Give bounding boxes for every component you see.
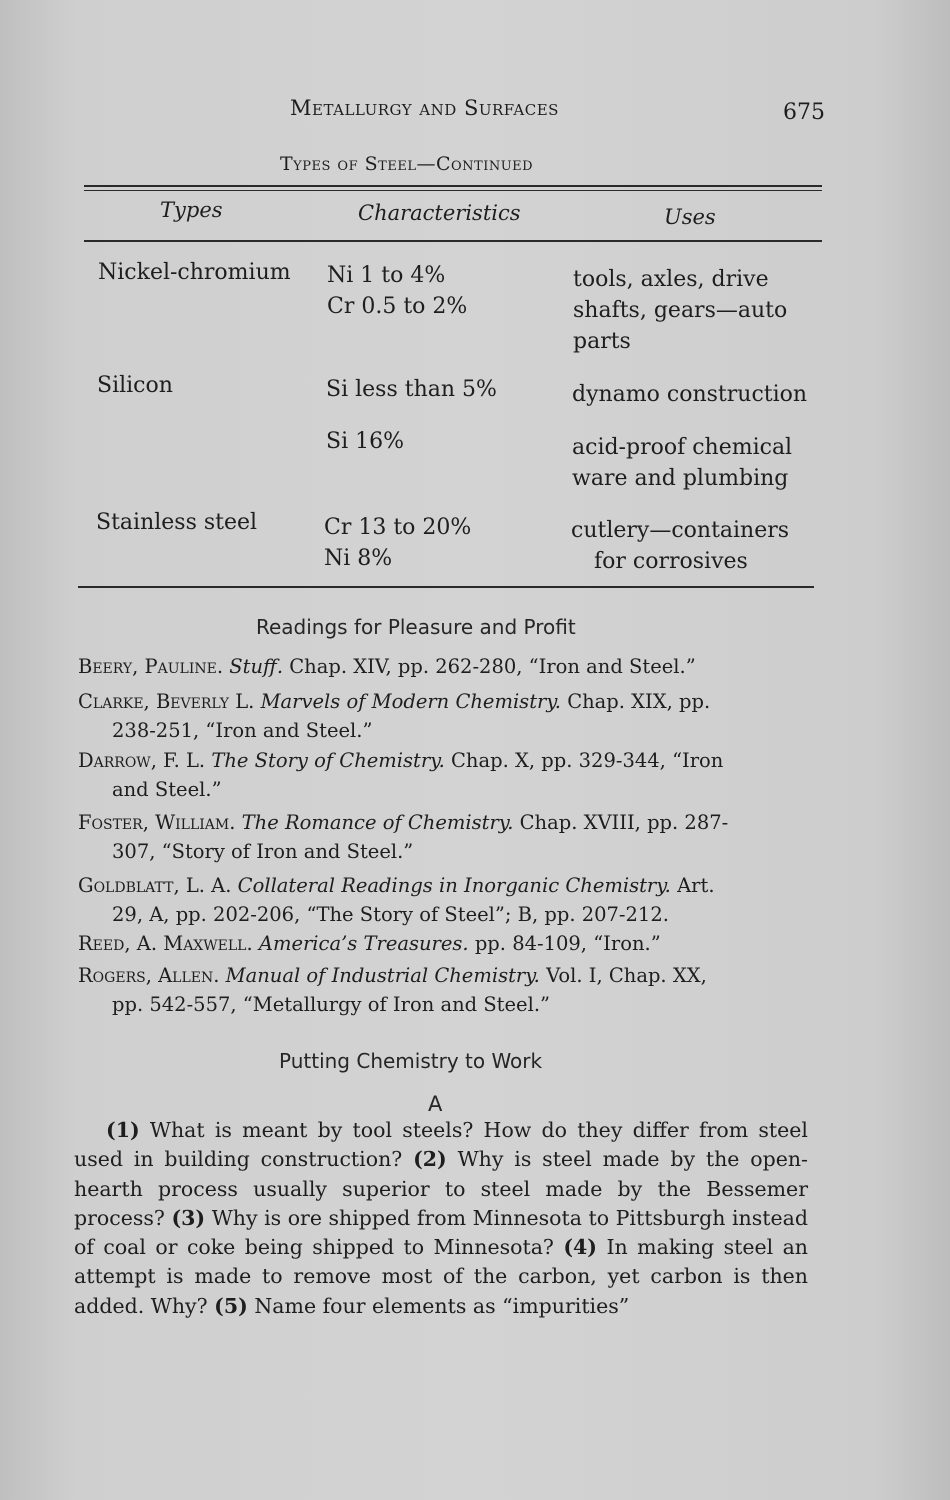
question-number: (3) [171, 1205, 206, 1230]
table-row-nickel-chromium-char-1: Ni 1 to 4% [327, 263, 446, 288]
reference-title: Manual of Industrial Chemistry. [225, 964, 540, 987]
question-number: (4) [563, 1235, 598, 1260]
table-row-silicon-type: Silicon [97, 373, 173, 398]
exercises-heading: Putting Chemistry to Work [279, 1049, 543, 1073]
reference-author: Rogers, Allen. [78, 964, 220, 987]
table-row-silicon16-use-2: ware and plumbing [572, 466, 789, 491]
question-number: (2) [413, 1147, 447, 1172]
reference-details-continued: and Steel.” [112, 778, 222, 801]
reference-details-continued: pp. 542-557, “Metallurgy of Iron and Steel.” [112, 993, 550, 1016]
table-row-stainless-use-2: for corrosives [594, 549, 748, 574]
reference-entry [78, 871, 816, 929]
reference-details: Chap. X, pp. 329-344, “Iron [451, 749, 724, 772]
table-row-stainless-char-2: Ni 8% [324, 546, 393, 571]
question-text: Name four elements as “impurities” [254, 1293, 630, 1318]
column-head-types: Types [160, 198, 223, 222]
table-top-rule [84, 185, 822, 187]
reference-details: Art. [677, 874, 715, 897]
table-header-rule [84, 240, 822, 242]
table-row-silicon-char-1: Si less than 5% [326, 377, 497, 402]
reference-author: Clarke, Beverly L. [78, 690, 255, 713]
reference-author: Darrow, F. L. [78, 749, 206, 772]
table-row-nickel-chromium-char-2: Cr 0.5 to 2% [327, 294, 468, 319]
reference-author: Beery, Pauline. [78, 655, 224, 678]
table-bottom-rule [78, 586, 814, 588]
reference-details: Chap. XIX, pp. [567, 690, 711, 713]
reference-entry [78, 961, 816, 1019]
reference-details: Chap. XIV, pp. 262-280, “Iron and Steel.” [289, 655, 696, 678]
reference-title: Collateral Readings in Inorganic Chemistry. [237, 874, 671, 897]
reference-entry [78, 808, 816, 866]
page-number: 675 [783, 100, 825, 125]
table-row-silicon16-use-1: acid-proof chemical [572, 435, 793, 460]
table-row-nickel-chromium-use-3: parts [573, 329, 631, 354]
reference-entry [78, 652, 816, 681]
exercises-subheading: A [428, 1092, 443, 1116]
question-number: (1) [106, 1118, 140, 1142]
table-row-silicon16-char-1: Si 16% [326, 429, 404, 454]
question-number: (5) [214, 1293, 248, 1318]
table-row-stainless-char-1: Cr 13 to 20% [324, 515, 472, 540]
table-row-silicon-use-1: dynamo construction [572, 382, 808, 407]
reference-details-continued: 238-251, “Iron and Steel.” [112, 719, 373, 742]
exercise-paragraph [74, 1116, 808, 1321]
question-text: In making steel an attempt is made to remove most of the carbon, yet carbon is then added. Why? [74, 1235, 808, 1318]
readings-heading: Readings for Pleasure and Profit [256, 615, 576, 639]
table-title: Types of Steel—Continued [280, 153, 534, 175]
reference-author: Foster, William. [78, 811, 236, 834]
reference-details-continued: 29, A, pp. 202-206, “The Story of Steel”; B, pp. 207-212. [112, 903, 669, 926]
table-row-stainless-use-1: cutlery—containers [571, 518, 790, 543]
reference-title: Marvels of Modern Chemistry. [260, 690, 561, 713]
reference-title: Stuff. [229, 655, 284, 678]
table-row-nickel-chromium-use-2: shafts, gears—auto [573, 298, 788, 323]
table-row-nickel-chromium-type: Nickel-chromium [98, 260, 291, 285]
reference-title: The Story of Chemistry. [211, 749, 445, 772]
running-head: Metallurgy and Surfaces [290, 96, 559, 120]
question-text: Why is ore shipped from Minnesota to Pittsburgh instead of coal or coke being shipped to Minnesota? [74, 1205, 808, 1260]
column-head-uses: Uses [664, 205, 716, 229]
question-text: What is meant by tool steels? How do they differ from steel used in building construction? [74, 1118, 808, 1172]
column-head-characteristics: Characteristics [358, 201, 521, 225]
reference-entry [78, 746, 816, 804]
table-row-nickel-chromium-use-1: tools, axles, drive [573, 267, 769, 292]
table-top-rule-double [84, 190, 822, 191]
reference-title: The Romance of Chemistry. [241, 811, 514, 834]
reference-author: Reed, A. Maxwell. [78, 932, 253, 955]
question-text: Why is steel made by the open-hearth process usually superior to steel made by the Bessemer process? [74, 1147, 808, 1230]
reference-entry [78, 929, 816, 958]
reference-details: pp. 84-109, “Iron.” [474, 932, 661, 955]
reference-details: Chap. XVIII, pp. 287- [519, 811, 729, 834]
reference-details-continued: 307, “Story of Iron and Steel.” [112, 840, 414, 863]
reference-title: America’s Treasures. [258, 932, 469, 955]
table-row-stainless-type: Stainless steel [96, 510, 258, 535]
reference-details: Vol. I, Chap. XX, [546, 964, 707, 987]
reference-entry [78, 687, 816, 745]
reference-author: Goldblatt, L. A. [78, 874, 232, 897]
